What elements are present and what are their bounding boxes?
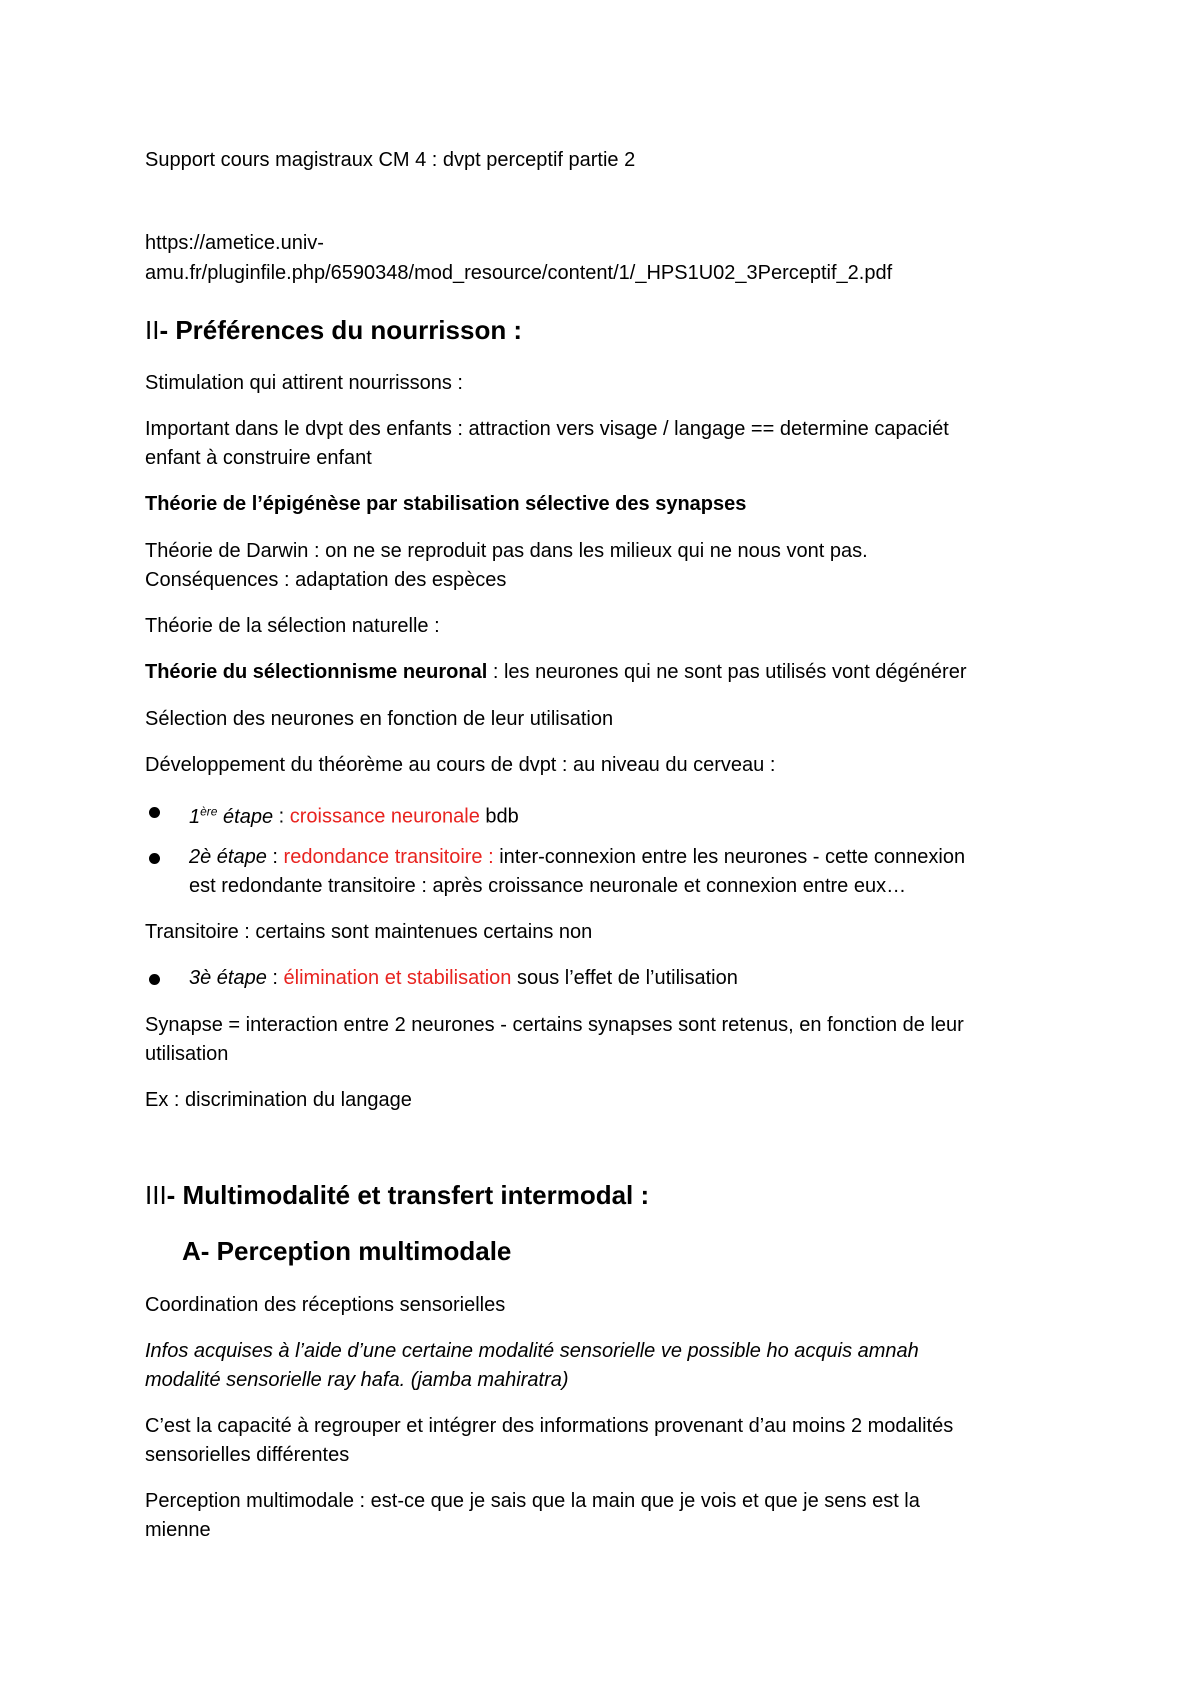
paragraph-selectionnisme <box>145 658 967 687</box>
bullet-dot-icon <box>149 807 160 818</box>
step-1-rest: bdb <box>479 805 519 828</box>
step-3-label: 3è étape <box>189 967 267 989</box>
step-3-highlight: élimination et stabilisation <box>283 967 512 989</box>
step-2-rest: inter-connexion entre les neurones - cette connexion <box>493 846 966 868</box>
paragraph-developpement: Développement du théorème au cours de dvpt : au niveau du cerveau : <box>145 754 776 776</box>
paragraph-infos-line-1: Infos acquises à l’aide d’une certaine modalité sensorielle ve possible ho acquis amnah <box>145 1340 919 1362</box>
paragraph-important-line-1: Important dans le dvpt des enfants : attraction vers visage / langage == determine capaciét <box>145 418 949 440</box>
paragraph-coordination: Coordination des réceptions sensorielles <box>145 1294 506 1316</box>
section-3-heading <box>145 1180 649 1211</box>
paragraph-selection-naturelle: Théorie de la sélection naturelle : <box>145 615 440 637</box>
paragraph-synapse-line-1: Synapse = interaction entre 2 neurones - certains synapses sont retenus, en fonction de leur <box>145 1014 964 1036</box>
section-3-title: - Multimodalité et transfert intermodal : <box>166 1180 650 1210</box>
step-1-superscript: ère <box>200 804 218 818</box>
bullet-step-1 <box>189 797 519 832</box>
section-2-title: - Préférences du nourrisson : <box>159 315 523 345</box>
step-1-highlight: croissance neuronale <box>289 805 480 828</box>
step-2-separator: : <box>266 846 284 868</box>
paragraph-darwin-line-2: Conséquences : adaptation des espèces <box>145 569 507 591</box>
selectionnisme-definition: : les neurones qui ne sont pas utilisés vont dégénérer <box>487 661 967 683</box>
bullet-dot-icon <box>149 853 160 864</box>
paragraph-perception-line-1: Perception multimodale : est-ce que je sais que la main que je vois et que je sens est la <box>145 1490 920 1512</box>
resource-url-line-2: amu.fr/pluginfile.php/6590348/mod_resource/content/1/_HPS1U02_3Perceptif_2.pdf <box>145 262 893 284</box>
step-1-number: 1 <box>189 805 201 828</box>
bullet-step-2-line-2: est redondante transitoire : après croissance neuronale et connexion entre eux… <box>189 875 907 897</box>
paragraph-perception-line-2: mienne <box>145 1519 211 1541</box>
step-3-separator: : <box>266 967 284 989</box>
bullet-step-2 <box>189 843 965 872</box>
paragraph-stimulation: Stimulation qui attirent nourrissons : <box>145 372 463 394</box>
theory-epigenese-heading: Théorie de l’épigénèse par stabilisation sélective des synapses <box>145 493 747 515</box>
document-header: Support cours magistraux CM 4 : dvpt perceptif partie 2 <box>145 149 636 171</box>
bullet-step-3 <box>189 964 738 993</box>
paragraph-transitoire: Transitoire : certains sont maintenues certains non <box>145 921 593 943</box>
paragraph-darwin-line-1: Théorie de Darwin : on ne se reproduit pas dans les milieux qui ne nous vont pas. <box>145 540 868 562</box>
paragraph-example-langage: Ex : discrimination du langage <box>145 1089 412 1111</box>
subsection-a-heading: A- Perception multimodale <box>182 1236 512 1266</box>
section-3-number: III <box>145 1180 167 1210</box>
step-1-word: étape <box>217 805 274 828</box>
step-2-label: 2è étape <box>189 846 267 868</box>
selectionnisme-term: Théorie du sélectionnisme neuronal <box>145 661 488 683</box>
bullet-dot-icon <box>149 974 160 985</box>
paragraph-infos-line-2: modalité sensorielle ray hafa. (jamba mahiratra) <box>145 1369 569 1391</box>
step-2-highlight: redondance transitoire : <box>283 846 494 868</box>
step-3-rest: sous l’effet de l’utilisation <box>511 967 738 989</box>
paragraph-capacite-line-2: sensorielles différentes <box>145 1444 350 1466</box>
paragraph-selection-neurones: Sélection des neurones en fonction de leur utilisation <box>145 708 614 730</box>
section-2-heading <box>145 315 522 346</box>
resource-url-line-1: https://ametice.univ- <box>145 232 324 254</box>
step-1-separator: : <box>273 805 290 828</box>
step-1-label <box>189 806 273 828</box>
paragraph-capacite-line-1: C’est la capacité à regrouper et intégrer des informations provenant d’au moins 2 modalités <box>145 1415 954 1437</box>
paragraph-important-line-2: enfant à construire enfant <box>145 447 372 469</box>
paragraph-synapse-line-2: utilisation <box>145 1043 229 1065</box>
section-2-number: II <box>145 315 160 345</box>
